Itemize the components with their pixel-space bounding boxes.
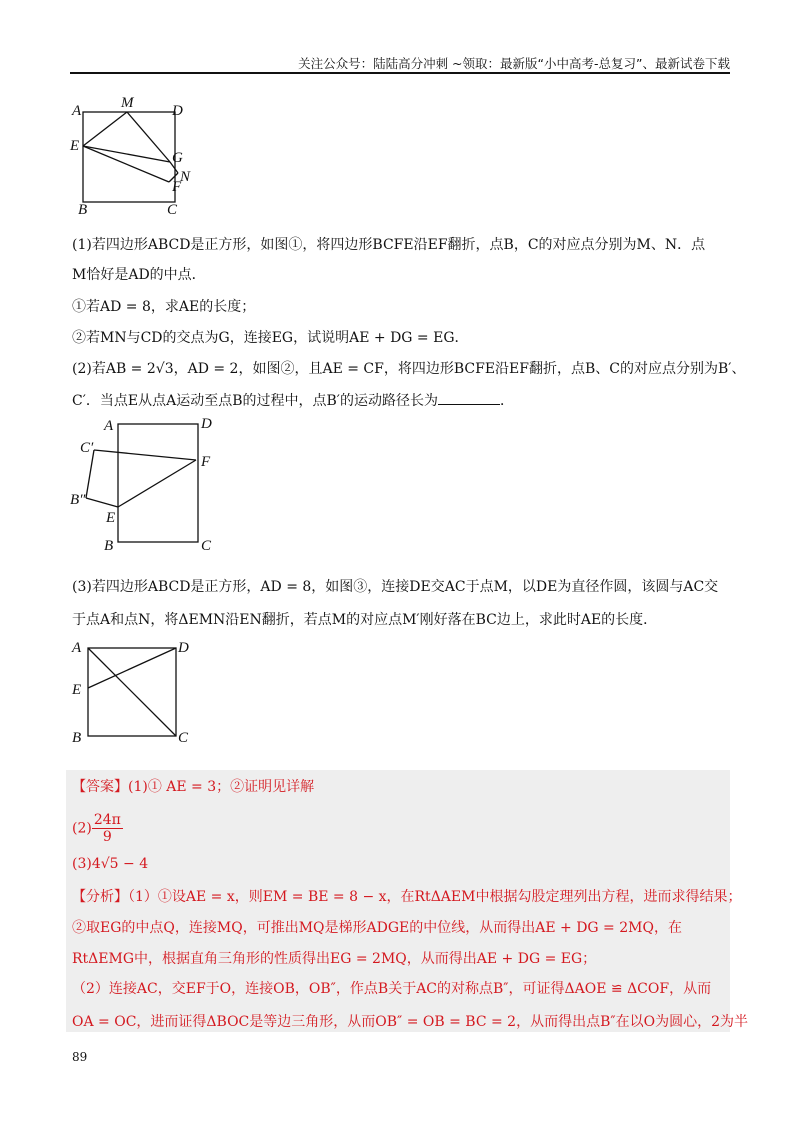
- analysis-line-4: （2）连接AC，交EF于O，连接OB，OB″，作点B关于AC的对称点B″，可证得ΔAOE ≌ ΔCOF，从而: [72, 981, 712, 997]
- problem-1-line-b: M恰好是AD的中点．: [72, 267, 206, 283]
- segment-de: [88, 648, 176, 688]
- label-e: E: [70, 138, 80, 154]
- problem-1-line-a: (1)若四边形ABCD是正方形，如图①，将四边形BCFE沿EF翻折，点B，C的对应点分别为M、N．点: [72, 237, 706, 253]
- figure-3: [66, 630, 206, 750]
- segment-ef-2: [118, 460, 196, 507]
- problem-2-line-b: [72, 390, 514, 410]
- label-c-2: C: [201, 538, 212, 554]
- analysis-line-1: 【分析】（1）①设AE = x，则EM = BE = 8 − x，在RtΔAEM中根据勾股定理列出方程，进而求得结果；: [72, 889, 742, 905]
- label-g: G: [172, 150, 183, 166]
- problem-3-line-a: (3)若四边形ABCD是正方形，AD = 8，如图③，连接DE交AC于点M，以DE为直径作圆，该圆与AC交: [72, 579, 719, 595]
- problem-2-end: ．: [499, 393, 514, 409]
- label-e-3: E: [72, 682, 82, 698]
- analysis-line-5: OA = OC，进而证得ΔBOC是等边三角形，从而OB″ = OB = BC = 2，从而得出点B″在以O为圆心，2为半: [72, 1014, 748, 1030]
- segment-c1b1: [86, 450, 94, 498]
- problem-2-text: C′．当点E从点A运动至点B的过程中，点B′的运动路径长为: [72, 393, 438, 409]
- page-number: 89: [72, 1050, 88, 1064]
- label-f: F: [172, 179, 182, 195]
- answer-2-prefix: (2): [72, 820, 92, 837]
- label-n: N: [180, 169, 191, 185]
- problem-3-line-b: 于点A和点N，将ΔEMN沿EN翻折，若点M的对应点M′刚好落在BC边上，求此时AE的长度．: [72, 612, 658, 628]
- segment-ef: [83, 146, 169, 182]
- segment-b1e: [86, 498, 118, 507]
- answer-line-2: [72, 812, 123, 845]
- fraction-numerator: 24π: [93, 812, 121, 828]
- label-a: A: [72, 103, 82, 119]
- segment-fc1: [94, 450, 196, 460]
- answer-2-fraction: [92, 812, 123, 845]
- figure-1: [66, 96, 206, 216]
- label-f-2: F: [201, 454, 211, 470]
- label-e-2: E: [106, 510, 116, 526]
- label-a-3: A: [72, 640, 82, 656]
- segment-mg: [127, 112, 170, 162]
- page-header: [70, 50, 730, 74]
- header-text: 关注公众号：陆陆高分冲刺 ~领取：最新版“小中高考-总复习”、最新试卷下载: [298, 56, 730, 71]
- label-b-2: B: [104, 538, 114, 554]
- diagonal-ac: [88, 648, 176, 736]
- problem-1-q2: ②若MN与CD的交点为G，连接EG，试说明AE + DG = EG．: [72, 330, 469, 346]
- analysis-line-3: RtΔEMG中，根据直角三角形的性质得出EG = 2MQ，从而得出AE + DG = EG；: [72, 951, 597, 967]
- problem-1-q1: ①若AD = 8，求AE的长度；: [72, 299, 256, 315]
- analysis-line-2: ②取EG的中点Q，连接MQ，可推出MQ是梯形ADGE的中位线，从而得出AE + DG = 2MQ，在: [72, 920, 682, 936]
- answer-line-3: (3)4√5 − 4: [72, 856, 149, 872]
- label-b1: B″: [70, 492, 86, 508]
- answer-blank: [438, 392, 500, 405]
- label-d: D: [172, 103, 183, 119]
- segment-em: [83, 112, 127, 146]
- label-c: C: [167, 202, 178, 216]
- label-b-3: B: [72, 730, 82, 746]
- square-abcd-1: [83, 112, 175, 202]
- figure-2: [70, 412, 230, 554]
- label-d-3: D: [178, 640, 189, 656]
- segment-eg: [83, 146, 170, 162]
- label-a-2: A: [104, 418, 114, 434]
- problem-2-line-a: (2)若AB = 2√3，AD = 2，如图②，且AE = CF，将四边形BCFE沿EF翻折，点B、C的对应点分别为B′、: [72, 361, 746, 377]
- label-b: B: [78, 202, 88, 216]
- fraction-denominator: 9: [102, 829, 112, 845]
- label-m: M: [121, 96, 134, 111]
- label-c1: C′: [80, 440, 94, 456]
- label-c-3: C: [178, 730, 189, 746]
- answer-line-1: 【答案】(1)① AE = 3；②证明见详解: [72, 779, 315, 795]
- label-d-2: D: [201, 416, 212, 432]
